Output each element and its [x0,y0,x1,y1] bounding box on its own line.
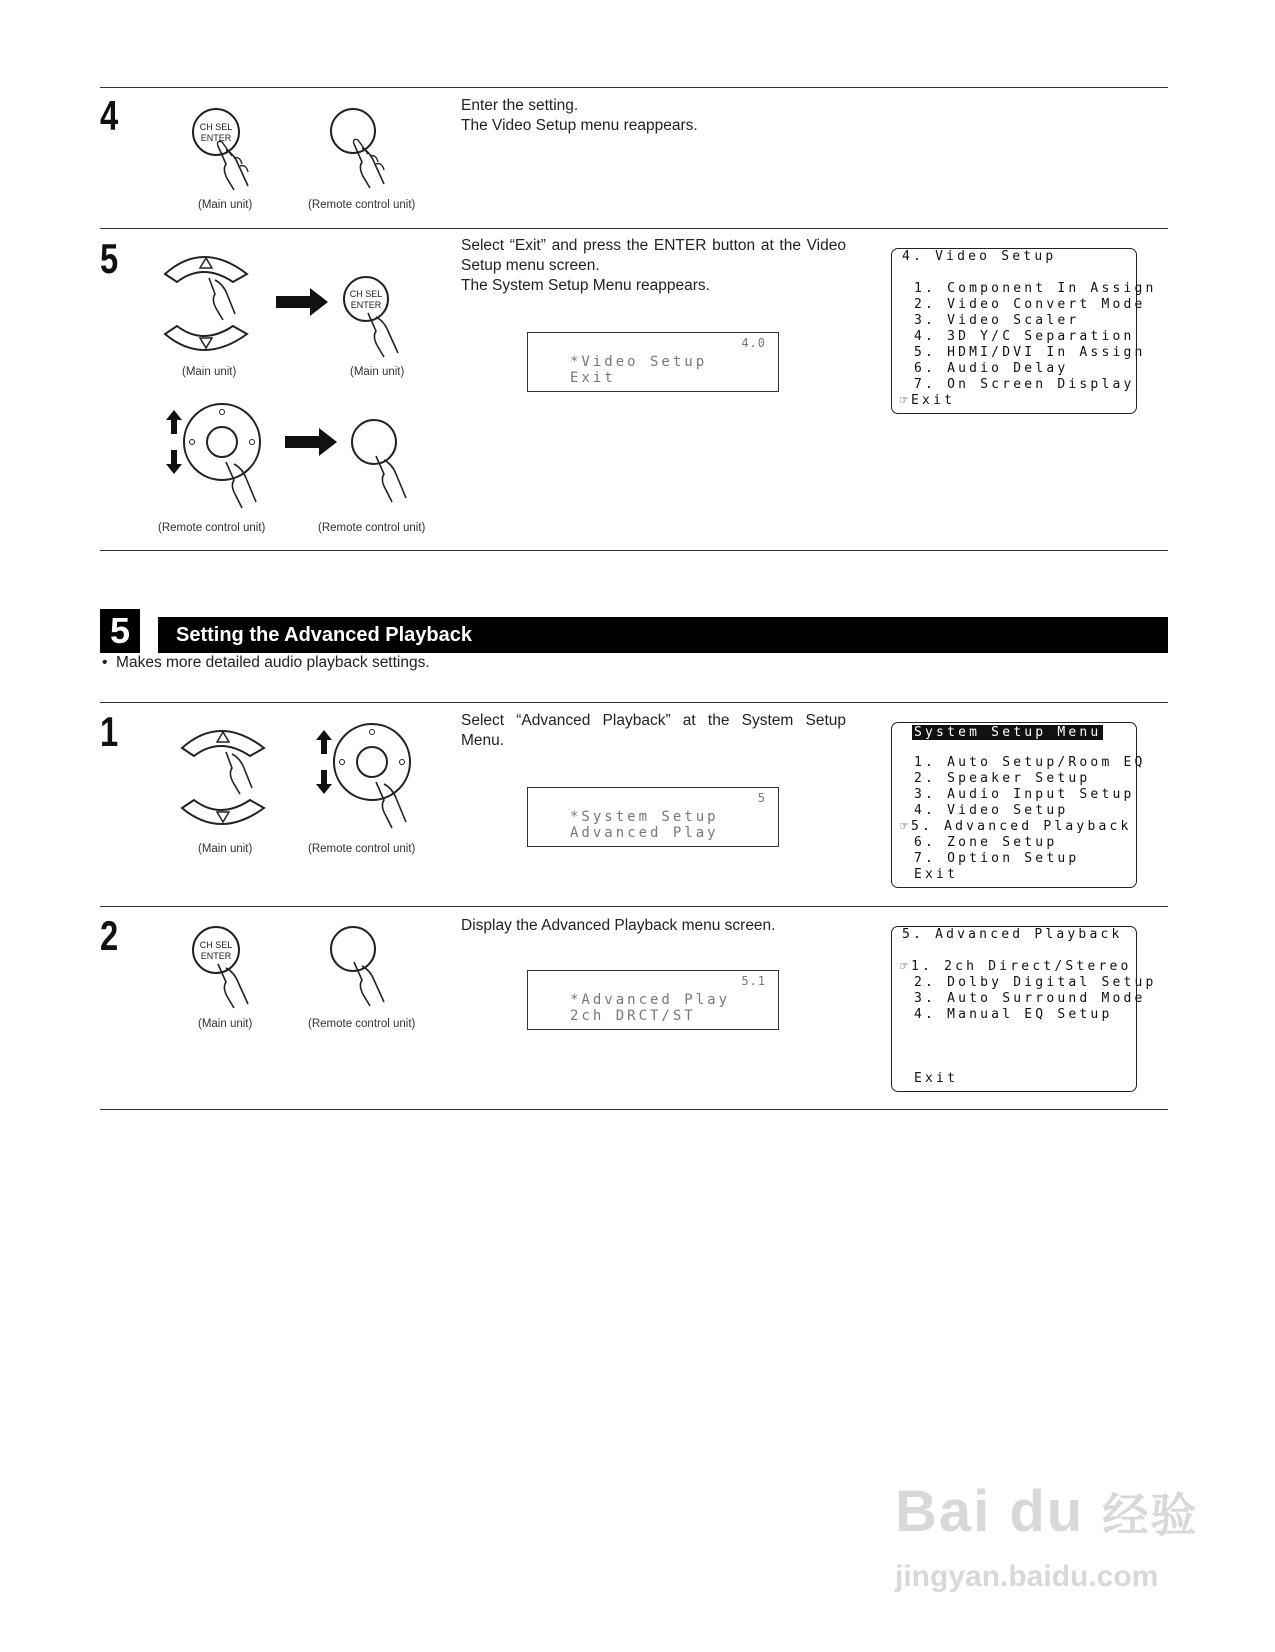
caption-main-unit: (Main unit) [198,199,253,211]
caption-remote-unit: (Remote control unit) [308,199,416,211]
step-instruction [461,96,861,136]
menu-item-selected: ☞5. Advanced Playback [900,819,1132,834]
menu-item-selected: ☞1. 2ch Direct/Stereo [900,959,1132,974]
caption-remote-unit: (Remote control unit) [308,843,416,855]
menu-item: Exit [914,867,959,882]
menu-item: 4. 3D Y/C Separation [914,329,1135,344]
arrow-right-icon [276,288,330,321]
watermark-url: jingyan.baidu.com [895,1560,1159,1593]
display-line-2: Advanced Play [570,825,719,841]
on-screen-menu [891,722,1146,888]
caption-remote-unit: (Remote control unit) [158,522,266,534]
arrow-right-icon [285,428,339,461]
step-instruction: Display the Advanced Playback menu screen. [461,917,776,934]
section-title: Setting the Advanced Playback [158,617,1168,653]
ch-sel-enter-button-illustration [342,275,422,365]
section-number: 5 [100,609,140,653]
watermark-brand: Bai du [895,1479,1085,1544]
button-label: ENTER [200,133,232,143]
instruction-line: Enter the setting. [461,97,579,114]
menu-title: 5. Advanced Playback [902,927,1123,942]
caption-main-unit: (Main unit) [198,1018,253,1030]
divider [100,702,1168,703]
ch-sel-enter-button-illustration [190,924,270,1014]
display-line-1: *Video Setup [570,354,708,370]
ch-sel-enter-button-illustration [190,106,270,196]
caption-remote-unit: (Remote control unit) [318,522,426,534]
step-number: 5 [100,235,119,282]
divider [100,228,1168,229]
menu-item-selected: ☞Exit [900,393,956,408]
hand-press-icon [328,106,408,196]
bullet-icon: • [102,654,117,671]
instruction-line: The Video Setup menu reappears. [461,117,698,134]
display-number: 4.0 [741,336,766,350]
step-number: 2 [100,912,119,959]
menu-title: 4. Video Setup [902,249,1057,264]
watermark-logo [895,1478,1198,1545]
menu-item: 1. Auto Setup/Room EQ [914,755,1146,770]
remote-enter-button-illustration [328,924,408,1014]
remote-enter-button-illustration [328,106,408,196]
menu-item: 3. Video Scaler [914,313,1080,328]
menu-item: 2. Video Convert Mode [914,297,1146,312]
menu-item: 1. Component In Assign [914,281,1157,296]
caption-main-unit: (Main unit) [182,366,237,378]
menu-item: 2. Dolby Digital Setup [914,975,1157,990]
step-number: 4 [100,92,119,139]
remote-enter-button-illustration [350,418,430,514]
front-panel-display [527,332,779,392]
menu-item: 6. Zone Setup [914,835,1058,850]
display-line-2: 2ch DRCT/ST [570,1008,696,1024]
bullet-text: Makes more detailed audio playback settings. [116,654,430,671]
front-panel-display [527,787,779,847]
hand-press-icon [328,924,408,1014]
front-panel-display [527,970,779,1030]
caption-main-unit: (Main unit) [350,366,405,378]
cursor-up-down-buttons-illustration [163,248,263,358]
on-screen-menu [891,926,1157,1092]
button-label: CH SEL [199,940,233,950]
remote-cursor-dial-illustration [312,718,422,838]
display-line-2: Exit [570,370,616,386]
divider-bottom [100,1109,1168,1110]
button-label: ENTER [350,300,382,310]
divider [100,906,1168,907]
menu-item: 3. Audio Input Setup [914,787,1135,802]
display-number: 5.1 [741,974,766,988]
cursor-dial-icon [162,398,272,518]
step-instruction [461,236,846,296]
display-line-1: *Advanced Play [570,992,731,1008]
step-number: 1 [100,708,119,755]
on-screen-menu [891,248,1157,414]
divider [100,550,1168,551]
caption-remote-unit: (Remote control unit) [308,1018,416,1030]
display-line-1: *System Setup [570,809,719,825]
hand-press-icon [350,418,430,514]
menu-item: 5. HDMI/DVI In Assign [914,345,1146,360]
cursor-dial-icon [312,718,422,838]
display-number: 5 [757,791,766,805]
menu-item: 7. On Screen Display [914,377,1135,392]
cursor-buttons-icon [163,248,263,358]
remote-cursor-dial-illustration [162,398,272,518]
menu-item: Exit [914,1071,959,1086]
hand-press-icon [190,924,270,1014]
hand-press-icon [190,106,270,196]
step-instruction: Select “Advanced Playback” at the System Setup Menu. [461,712,846,749]
menu-item: 7. Option Setup [914,851,1080,866]
instruction-line: Select “Exit” and press the ENTER button at the Video Setup menu screen. [461,237,846,274]
watermark-cn: 经验 [1102,1488,1199,1542]
cursor-buttons-icon [180,722,280,832]
button-label: CH SEL [349,289,383,299]
menu-item: 4. Manual EQ Setup [914,1007,1113,1022]
button-label: ENTER [200,951,232,961]
menu-item: 4. Video Setup [914,803,1069,818]
section-bullet [102,653,430,673]
caption-main-unit: (Main unit) [198,843,253,855]
menu-title: System Setup Menu [914,725,1102,740]
divider-top [100,87,1168,88]
instruction-line: The System Setup Menu reappears. [461,277,710,294]
menu-item: 6. Audio Delay [914,361,1069,376]
menu-item: 3. Auto Surround Mode [914,991,1146,1006]
menu-item: 2. Speaker Setup [914,771,1091,786]
hand-press-icon [342,275,422,365]
button-label: CH SEL [199,122,233,132]
cursor-up-down-buttons-illustration [180,722,280,832]
